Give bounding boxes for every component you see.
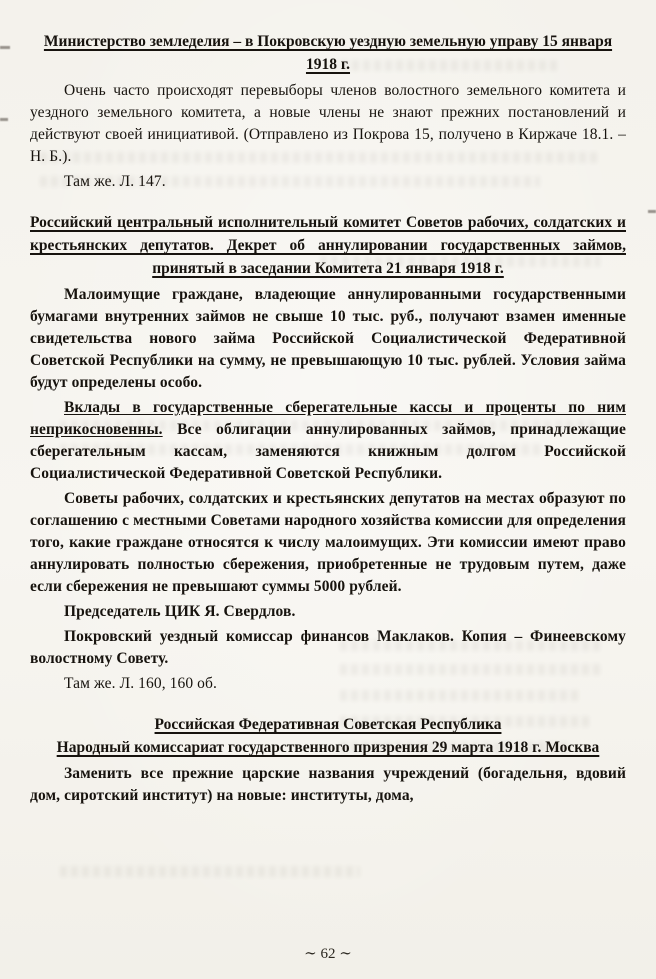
scan-artifact — [648, 210, 656, 213]
heading-line: Народный комиссариат государственного призрения 29 марта 1918 г. Москва — [56, 739, 600, 756]
paragraph — [30, 397, 626, 485]
scan-artifact — [0, 118, 8, 121]
section-heading: Министерство земледелия – в Покровскую уездную земельную управу 15 января 1918 г. — [43, 33, 613, 73]
section-heading: Российский центральный исполнительный комитет Советов рабочих, солдатских и крестьянских депутатов. Декрет об аннулировании государственных займов, принятый в заседании Комитета 21 января 1918 г. — [30, 214, 626, 277]
scan-artifact — [0, 46, 10, 49]
paragraph-text: Все облигации аннулированных займов, принадлежащие сберегательным кассам, заменяются книжным долгом Российской Социалистической Федеративной Советской Республики. — [30, 421, 626, 482]
section-decree-annulment-of-loans — [30, 211, 626, 695]
page-number: ∼ 62 ∼ — [304, 946, 352, 962]
section-ministry-letter — [30, 30, 626, 193]
source-reference: Там же. Л. 160, 160 об. — [64, 675, 217, 692]
paragraph: Малоимущие граждане, владеющие аннулированными государственными бумагами внутренних займов не свыше 10 тыс. руб., получают взамен именные свидетельства нового займа Российской Социалистической Федеративной Советской Республики на сумму, не превышающую 10 тыс. рублей. Условия займа будут определены особо. — [30, 286, 626, 391]
paragraph: Советы рабочих, солдатских и крестьянских депутатов на местах образуют по соглашению с местными Советами народного хозяйства комиссии для определения того, какие граждане относятся к числу малоимущих. Эти комиссии имеют право аннулировать полностью сбережения, приобретенные не трудовым путем, даже если сбережения не превышают суммы 5000 рублей. — [30, 490, 626, 595]
paragraph: Заменить все прежние царские названия учреждений (богадельня, вдовий дом, сиротский институт) на новые: институты, дома, — [30, 765, 626, 804]
signature-line: Председатель ЦИК Я. Свердлов. — [64, 603, 296, 620]
bleedthrough-artifact — [60, 866, 360, 877]
source-reference: Там же. Л. 147. — [64, 173, 166, 190]
signature-line: Покровский уездный комиссар финансов Маклаков. Копия – Финеевскому волостному Совету. — [30, 628, 626, 667]
heading-line: Российская Федеративная Советская Республика — [154, 716, 502, 733]
section-commissariat-of-charity — [30, 713, 626, 807]
page-content — [30, 30, 626, 810]
emphasized-text: Вклады в государственные сберегательные кассы и проценты по ним неприкосновенны. — [30, 399, 626, 438]
section-heading — [30, 713, 626, 759]
paragraph: Очень часто происходят перевыборы членов волостного земельного комитета и уездного земельного комитета, а новые члены не знают прежних постановлений и действуют своей инициативой. (Отправлено из Покрова 15, получено в Киржаче 18.1. – Н. Б.). — [30, 82, 626, 165]
